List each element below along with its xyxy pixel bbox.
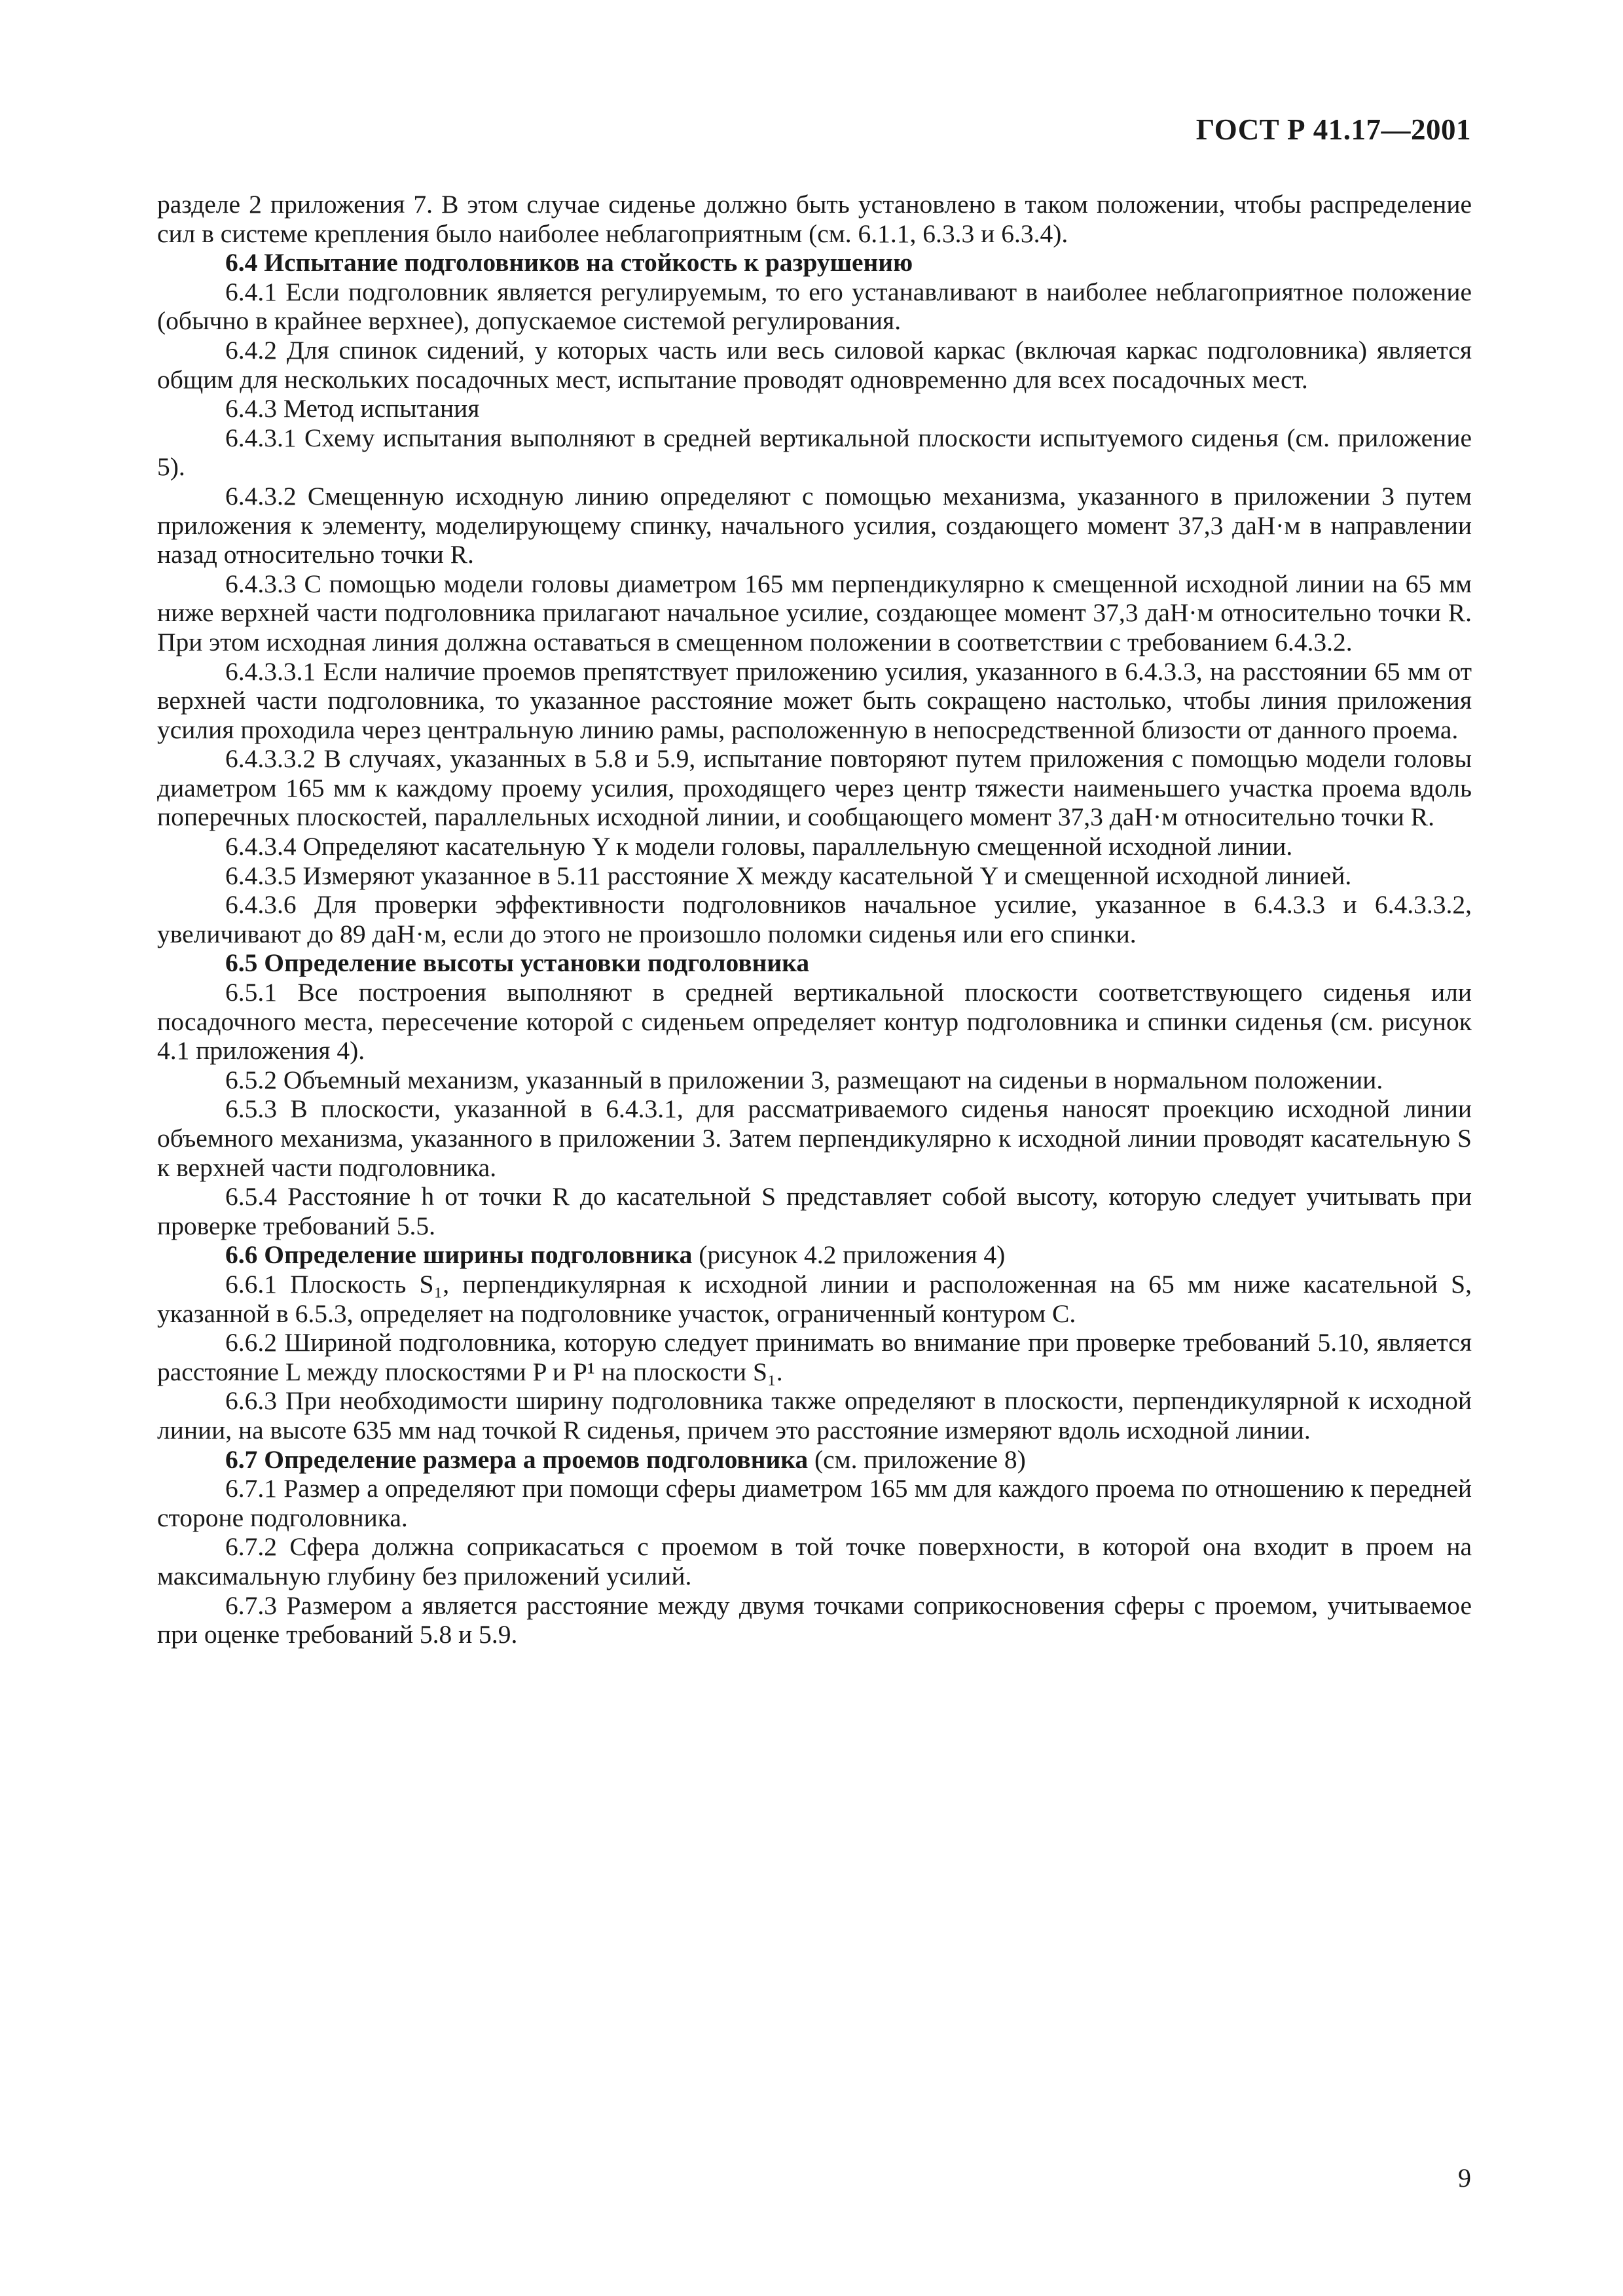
section-heading bbox=[157, 1240, 1472, 1270]
section-heading bbox=[157, 248, 1472, 278]
paragraph: 6.6.1 Плоскость S₁, перпендикулярная к исходной линии и расположенная на 65 мм ниже касательной S, указанной в 6.5.3, определяет на подголовнике участок, ограниченный контуром C. bbox=[157, 1269, 1472, 1328]
section-heading bbox=[157, 1445, 1472, 1475]
paragraph: 6.4.3.1 Схему испытания выполняют в средней вертикальной плоскости испытуемого сиденья (см. приложение 5). bbox=[157, 423, 1472, 482]
paragraph: 6.4.2 Для спинок сидений, у которых часть или весь силовой каркас (включая каркас подголовника) является общим для нескольких посадочных мест, испытание проводят одновременно для всех посадочных мест. bbox=[157, 335, 1472, 394]
paragraph: 6.7.1 Размер a определяют при помощи сферы диаметром 165 мм для каждого проема по отношению к передней стороне подголовника. bbox=[157, 1474, 1472, 1532]
paragraph: 6.5.3 В плоскости, указанной в 6.4.3.1, для рассматриваемого сиденья наносят проекцию исходной линии объемного механизма, указанного в приложении 3. Затем перпендикулярно к исходной линии проводят касательную S к верхней части подголовника. bbox=[157, 1094, 1472, 1182]
section-heading bbox=[157, 948, 1472, 978]
section-heading-text: 6.5 Определение высоты установки подголовника bbox=[225, 948, 810, 978]
paragraph: 6.4.3.4 Определяют касательную Y к модели головы, параллельную смещенной исходной линии. bbox=[225, 832, 1293, 861]
section-heading-note: (рисунок 4.2 приложения 4) bbox=[692, 1240, 1006, 1270]
standard-header: ГОСТ Р 41.17—2001 bbox=[1195, 113, 1471, 146]
paragraph: 6.4.3.6 Для проверки эффективности подголовников начальное усилие, указанное в 6.4.3.3 и 6.4.3.3.2, увеличивают до 89 даН·м, если до этого не произошло поломки сиденья или его спинки. bbox=[157, 890, 1472, 948]
paragraph: 6.7.3 Размером a является расстояние между двумя точками соприкосновения сферы с проемом, учитываемое при оценке требований 5.8 и 5.9. bbox=[157, 1590, 1472, 1649]
section-heading-text: 6.4 Испытание подголовников на стойкость к разрушению bbox=[225, 248, 913, 278]
document-body bbox=[157, 190, 1472, 1649]
paragraph: 6.5.4 Расстояние h от точки R до касательной S представляет собой высоту, которую следует учитывать при проверке требований 5.5. bbox=[157, 1182, 1472, 1240]
section-heading-text: 6.7 Определение размера a проемов подголовника bbox=[225, 1444, 809, 1474]
section-heading-note: (см. приложение 8) bbox=[808, 1444, 1026, 1474]
section-heading-text: 6.6 Определение ширины подголовника bbox=[225, 1240, 693, 1270]
paragraph: 6.7.2 Сфера должна соприкасаться с проемом в той точке поверхности, в которой она входит в проем на максимальную глубину без приложений усилий. bbox=[157, 1532, 1472, 1590]
paragraph: 6.4.3.5 Измеряют указанное в 5.11 расстояние X между касательной Y и смещенной исходной линией. bbox=[225, 861, 1352, 890]
paragraph: 6.6.3 При необходимости ширину подголовника также определяют в плоскости, перпендикулярной к исходной линии, на высоте 635 мм над точкой R сиденья, причем это расстояние измеряют вдоль исходной линии. bbox=[157, 1386, 1472, 1444]
paragraph: 6.4.3.3.2 В случаях, указанных в 5.8 и 5.9, испытание повторяют путем приложения с помощью модели головы диаметром 165 мм к каждому проему усилия, проходящего через центр тяжести наименьшего участка проема вдоль поперечных плоскостей, параллельных исходной линии, и сообщающего момент 37,3 даН·м относительно точки R. bbox=[157, 744, 1472, 832]
paragraph: 6.4.3.2 Смещенную исходную линию определяют с помощью механизма, указанного в приложении 3 путем приложения к элементу, моделирующему спинку, начального усилия, создающего момент 37,3 даН·м в направлении назад относительно точки R. bbox=[157, 481, 1472, 569]
paragraph: разделе 2 приложения 7. В этом случае сиденье должно быть установлено в таком положении, чтобы распределение сил в системе крепления было наиболее неблагоприятным (см. 6.1.1, 6.3.3 и 6.3.4). bbox=[157, 190, 1472, 248]
paragraph: 6.4.3.3 С помощью модели головы диаметром 165 мм перпендикулярно к смещенной исходной линии на 65 мм ниже верхней части подголовника прилагают начальное усилие, создающее момент 37,3 даН·м относительно точки R. При этом исходная линия должна оставаться в смещенном положении в соответствии с требованием 6.4.3.2. bbox=[157, 569, 1472, 656]
paragraph: 6.5.1 Все построения выполняют в средней вертикальной плоскости соответствующего сиденья или посадочного места, пересечение которой с сиденьем определяет контур подголовника и спинки сиденья (см. рисунок 4.1 приложения 4). bbox=[157, 978, 1472, 1066]
paragraph: 6.6.2 Шириной подголовника, которую следует принимать во внимание при проверке требований 5.10, является расстояние L между плоскостями P и P¹ на плоскости S₁. bbox=[157, 1328, 1472, 1386]
paragraph: 6.5.2 Объемный механизм, указанный в приложении 3, размещают на сиденьи в нормальном положении. bbox=[225, 1065, 1383, 1094]
paragraph: 6.4.1 Если подголовник является регулируемым, то его устанавливают в наиболее неблагоприятное положение (обычно в крайнее верхнее), допускаемое системой регулирования. bbox=[157, 277, 1472, 336]
paragraph: 6.4.3.3.1 Если наличие проемов препятствует приложению усилия, указанного в 6.4.3.3, на расстоянии 65 мм от верхней части подголовника, то указанное расстояние может быть сокращено настолько, чтобы линия приложения усилия проходила через центральную линию рамы, расположенную в непосредственной близости от данного проема. bbox=[157, 656, 1472, 744]
paragraph: 6.4.3 Метод испытания bbox=[225, 394, 480, 423]
page-number: 9 bbox=[1458, 2163, 1471, 2193]
